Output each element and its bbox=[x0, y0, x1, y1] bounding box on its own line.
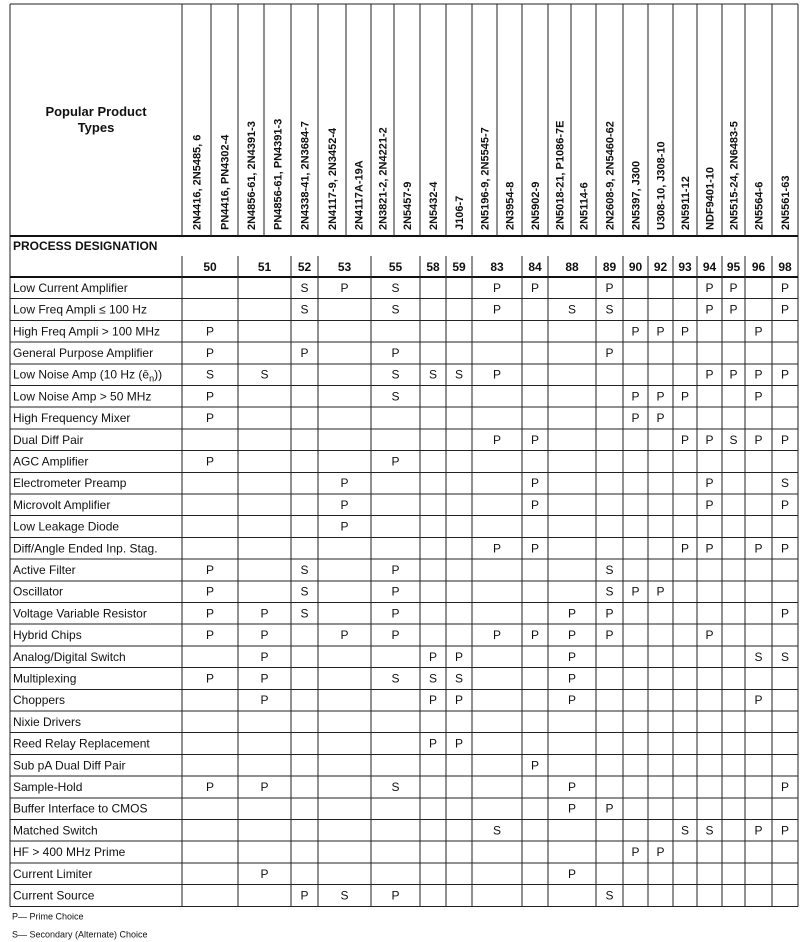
choice-mark: S bbox=[340, 888, 349, 903]
choice-mark: S bbox=[705, 823, 714, 838]
choice-mark: P bbox=[530, 628, 540, 643]
choice-mark: P bbox=[340, 628, 349, 643]
part-number-label: 2N3821-2, 2N4221-2 bbox=[377, 127, 390, 230]
choice-mark: S bbox=[605, 584, 614, 599]
application-name: Buffer Interface to CMOS bbox=[13, 801, 148, 816]
choice-mark: S bbox=[391, 280, 400, 295]
choice-mark: P bbox=[492, 280, 502, 295]
choice-mark: P bbox=[428, 736, 438, 751]
choice-mark: P bbox=[391, 606, 400, 621]
choice-mark: P bbox=[260, 671, 269, 686]
choice-mark: P bbox=[705, 497, 714, 512]
choice-mark: P bbox=[780, 367, 790, 382]
choice-mark: P bbox=[205, 562, 215, 577]
choice-mark: S bbox=[300, 606, 309, 621]
choice-mark: P bbox=[705, 628, 714, 643]
choice-mark: P bbox=[754, 823, 763, 838]
part-number-label: 2N5018-21, P1086-7E bbox=[554, 120, 567, 230]
choice-mark: P bbox=[567, 693, 577, 708]
choice-mark: P bbox=[567, 628, 577, 643]
application-name: Current Source bbox=[13, 888, 95, 903]
process-number: 83 bbox=[490, 260, 504, 274]
application-name: Reed Relay Replacement bbox=[13, 736, 150, 751]
choice-mark: S bbox=[780, 649, 790, 664]
choice-mark: P bbox=[391, 628, 400, 643]
application-name: Low Freq Ampli ≤ 100 Hz bbox=[13, 302, 147, 317]
process-number: 55 bbox=[388, 260, 403, 274]
choice-mark: P bbox=[656, 389, 665, 404]
process-number: 58 bbox=[426, 260, 440, 274]
process-number: 89 bbox=[602, 260, 617, 274]
part-number-label: 2N5432-4 bbox=[428, 181, 440, 230]
part-number-label: NDF9401-10 bbox=[704, 167, 717, 230]
choice-mark: P bbox=[260, 693, 269, 708]
choice-mark: P bbox=[492, 628, 502, 643]
choice-mark: P bbox=[567, 801, 577, 816]
choice-mark: P bbox=[631, 389, 640, 404]
part-number-label: 2N4117-9, 2N3452-4 bbox=[327, 127, 339, 230]
part-number-label: 2N4117A-19A bbox=[353, 160, 366, 230]
part-number-label: 2N5564-6 bbox=[753, 181, 766, 230]
choice-mark: P bbox=[780, 823, 790, 838]
choice-mark: P bbox=[631, 411, 640, 426]
part-number-label: U308-10, J308-10 bbox=[655, 141, 668, 230]
application-name: Multiplexing bbox=[13, 671, 77, 686]
choice-mark: P bbox=[680, 541, 690, 556]
part-number-label: 2N4338-41, 2N3684-7 bbox=[299, 121, 312, 230]
choice-mark: P bbox=[780, 280, 790, 295]
choice-mark: S bbox=[605, 888, 614, 903]
application-name: High Freq Ampli > 100 MHz bbox=[13, 324, 161, 339]
choice-mark: P bbox=[754, 693, 763, 708]
application-name: Microvolt Amplifier bbox=[13, 497, 111, 512]
application-name: Low Noise Amp (10 Hz $(ē_n)$) bbox=[13, 367, 163, 384]
part-number-label: 2N2608-9, 2N5460-62 bbox=[604, 121, 617, 230]
choice-mark: P bbox=[492, 302, 502, 317]
process-number: 98 bbox=[778, 260, 792, 274]
choice-mark: P bbox=[729, 367, 738, 382]
process-number: 88 bbox=[565, 260, 579, 274]
part-number-label: 2N5397, J300 bbox=[630, 160, 643, 230]
choice-mark: P bbox=[530, 497, 540, 512]
choice-mark: P bbox=[780, 606, 790, 621]
choice-mark: P bbox=[680, 324, 690, 339]
part-number-label: J106-7 bbox=[454, 195, 466, 230]
choice-mark: P bbox=[754, 389, 763, 404]
part-number-label: 2N5515-24, 2N6483-5 bbox=[728, 121, 741, 230]
application-name: Sample-Hold bbox=[13, 779, 83, 794]
application-name: Analog/Digital Switch bbox=[13, 649, 126, 664]
choice-mark: P bbox=[340, 519, 349, 534]
choice-mark: P bbox=[205, 389, 215, 404]
choice-mark: S bbox=[260, 367, 269, 382]
part-number-label: 2N5561-63 bbox=[780, 175, 792, 230]
choice-mark: P bbox=[780, 779, 790, 794]
application-name: Low Leakage Diode bbox=[13, 519, 120, 534]
choice-mark: P bbox=[754, 367, 763, 382]
process-number: 94 bbox=[702, 260, 717, 274]
application-name: AGC Amplifier bbox=[13, 454, 89, 469]
application-name: Hybrid Chips bbox=[13, 628, 82, 643]
application-name: Voltage Variable Resistor bbox=[13, 606, 147, 621]
choice-mark: P bbox=[530, 541, 540, 556]
choice-mark: P bbox=[656, 411, 665, 426]
choice-mark: P bbox=[340, 497, 349, 512]
process-number: 92 bbox=[653, 260, 668, 274]
process-number: 84 bbox=[528, 260, 542, 274]
application-name: Nixie Drivers bbox=[13, 714, 82, 729]
choice-mark: S bbox=[754, 649, 763, 664]
choice-mark: P bbox=[530, 758, 540, 773]
application-name: Choppers bbox=[13, 693, 66, 708]
choice-mark: P bbox=[705, 280, 714, 295]
choice-mark: P bbox=[391, 584, 400, 599]
application-name: Low Current Amplifier bbox=[13, 280, 128, 295]
application-name: General Purpose Amplifier bbox=[13, 345, 154, 360]
application-name: Diff/Angle Ended Inp. Stag. bbox=[13, 541, 158, 556]
choice-mark: S bbox=[300, 584, 309, 599]
choice-mark: P bbox=[391, 562, 400, 577]
application-name: Active Filter bbox=[13, 562, 76, 577]
choice-mark: S bbox=[428, 671, 438, 686]
choice-mark: P bbox=[780, 302, 790, 317]
process-number: 50 bbox=[203, 260, 217, 274]
choice-mark: S bbox=[300, 562, 309, 577]
part-number-label: PN4856-61, PN4391-3 bbox=[272, 118, 285, 230]
choice-mark: P bbox=[729, 280, 738, 295]
part-number-label: PN4416, PN4302-4 bbox=[219, 134, 232, 230]
choice-mark: P bbox=[205, 324, 215, 339]
choice-mark: P bbox=[492, 541, 502, 556]
part-number-label: 2N5911-12 bbox=[680, 176, 692, 230]
part-number-label: 2N5114-6 bbox=[578, 182, 591, 230]
process-number: 51 bbox=[257, 260, 272, 274]
application-name: Oscillator bbox=[13, 584, 64, 599]
choice-mark: P bbox=[205, 628, 215, 643]
choice-mark: P bbox=[567, 866, 577, 881]
part-number-label: 2N4416, 2N5485, 6 bbox=[191, 134, 204, 230]
application-name: Matched Switch bbox=[13, 823, 98, 838]
process-number: 93 bbox=[678, 260, 692, 274]
legend-entry: P— Prime Choice bbox=[12, 911, 84, 922]
choice-mark: P bbox=[729, 302, 738, 317]
choice-mark: P bbox=[205, 454, 215, 469]
choice-mark: P bbox=[260, 649, 269, 664]
choice-mark: S bbox=[205, 367, 215, 382]
choice-mark: P bbox=[631, 584, 640, 599]
choice-mark: P bbox=[428, 693, 438, 708]
choice-mark: P bbox=[656, 324, 665, 339]
choice-mark: P bbox=[492, 432, 502, 447]
choice-mark: P bbox=[300, 888, 309, 903]
choice-mark: P bbox=[391, 345, 400, 360]
choice-mark: P bbox=[605, 628, 614, 643]
choice-mark: P bbox=[428, 649, 438, 664]
choice-mark: S bbox=[680, 823, 690, 838]
choice-mark: S bbox=[605, 302, 614, 317]
application-name: Electrometer Preamp bbox=[13, 476, 127, 491]
choice-mark: S bbox=[391, 671, 400, 686]
part-number-label: 2N5902-9 bbox=[530, 181, 542, 230]
choice-mark: P bbox=[656, 584, 665, 599]
choice-mark: P bbox=[260, 779, 269, 794]
choice-mark: S bbox=[492, 823, 502, 838]
choice-mark: P bbox=[754, 541, 763, 556]
choice-mark: P bbox=[205, 606, 215, 621]
application-name: High Frequency Mixer bbox=[13, 411, 131, 426]
choice-mark: P bbox=[705, 302, 714, 317]
choice-mark: S bbox=[391, 302, 400, 317]
choice-mark: P bbox=[705, 541, 714, 556]
part-number-label: 2N5457-9 bbox=[402, 181, 414, 230]
choice-mark: P bbox=[454, 649, 464, 664]
application-name: Sub pA Dual Diff Pair bbox=[13, 758, 126, 773]
choice-mark: P bbox=[605, 606, 614, 621]
choice-mark: S bbox=[391, 389, 400, 404]
part-number-label: 2N4856-61, 2N4391-3 bbox=[246, 121, 258, 230]
choice-mark: P bbox=[391, 454, 400, 469]
choice-mark: P bbox=[205, 411, 215, 426]
choice-mark: S bbox=[391, 779, 400, 794]
choice-mark: P bbox=[260, 606, 269, 621]
process-number: 59 bbox=[452, 260, 466, 274]
process-number: 96 bbox=[751, 260, 766, 274]
choice-mark: S bbox=[300, 280, 309, 295]
choice-mark: P bbox=[260, 866, 269, 881]
choice-mark: P bbox=[391, 888, 400, 903]
legend-entry: S— Secondary (Alternate) Choice bbox=[12, 929, 148, 940]
choice-mark: P bbox=[567, 779, 577, 794]
choice-mark: P bbox=[340, 280, 349, 295]
choice-mark: S bbox=[780, 476, 790, 491]
choice-mark: P bbox=[530, 280, 540, 295]
process-number: 90 bbox=[628, 260, 643, 274]
choice-mark: P bbox=[705, 367, 714, 382]
application-name: Low Noise Amp > 50 MHz bbox=[13, 389, 152, 404]
choice-mark: P bbox=[530, 432, 540, 447]
choice-mark: P bbox=[454, 736, 464, 751]
table-title: Popular Product Types bbox=[45, 104, 147, 135]
choice-mark: S bbox=[428, 367, 438, 382]
part-number-label: 2N3954-8 bbox=[504, 181, 517, 230]
choice-mark: P bbox=[205, 584, 215, 599]
choice-mark: P bbox=[631, 845, 640, 860]
choice-mark: P bbox=[705, 476, 714, 491]
choice-mark: S bbox=[605, 562, 614, 577]
process-number: 52 bbox=[297, 260, 312, 274]
process-number: 95 bbox=[726, 260, 741, 274]
choice-mark: P bbox=[754, 432, 763, 447]
choice-mark: S bbox=[454, 671, 464, 686]
choice-mark: P bbox=[631, 324, 640, 339]
choice-mark: P bbox=[780, 541, 790, 556]
choice-mark: P bbox=[205, 779, 215, 794]
choice-mark: P bbox=[205, 671, 215, 686]
choice-mark: P bbox=[567, 671, 577, 686]
choice-mark: P bbox=[530, 476, 540, 491]
choice-mark: P bbox=[605, 280, 614, 295]
choice-mark: P bbox=[567, 606, 577, 621]
choice-mark: P bbox=[300, 345, 309, 360]
choice-mark: P bbox=[680, 432, 690, 447]
choice-mark: S bbox=[300, 302, 309, 317]
application-name: Dual Diff Pair bbox=[13, 432, 84, 447]
process-number: 53 bbox=[337, 260, 352, 274]
choice-mark: P bbox=[454, 693, 464, 708]
choice-mark: P bbox=[656, 845, 665, 860]
choice-mark: S bbox=[454, 367, 464, 382]
application-name: Current Limiter bbox=[13, 866, 93, 881]
choice-mark: P bbox=[492, 367, 502, 382]
choice-mark: S bbox=[567, 302, 577, 317]
choice-mark: S bbox=[729, 432, 738, 447]
choice-mark: S bbox=[391, 367, 400, 382]
part-number-label: 2N5196-9, 2N5545-7 bbox=[479, 127, 492, 230]
choice-mark: P bbox=[780, 497, 790, 512]
choice-mark: P bbox=[605, 801, 614, 816]
process-designation-label: PROCESS DESIGNATION bbox=[13, 239, 158, 253]
choice-mark: P bbox=[705, 432, 714, 447]
choice-mark: P bbox=[780, 432, 790, 447]
choice-mark: P bbox=[754, 324, 763, 339]
choice-mark: P bbox=[680, 389, 690, 404]
application-name: HF > 400 MHz Prime bbox=[13, 845, 126, 860]
choice-mark: P bbox=[340, 476, 349, 491]
choice-mark: P bbox=[205, 345, 215, 360]
choice-mark: P bbox=[260, 628, 269, 643]
choice-mark: P bbox=[567, 649, 577, 664]
choice-mark: P bbox=[605, 345, 614, 360]
